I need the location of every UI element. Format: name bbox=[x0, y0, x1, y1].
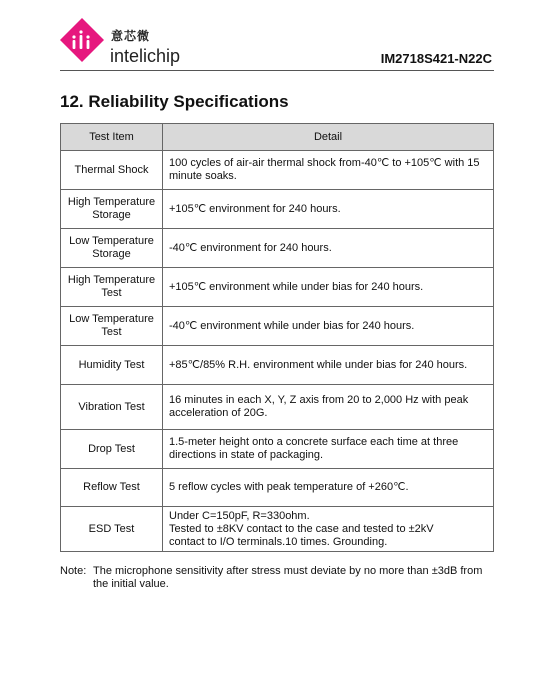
detail-cell: 5 reflow cycles with peak temperature of +260℃. bbox=[163, 469, 494, 507]
detail-line: contact to I/O terminals.10 times. Grounding. bbox=[169, 535, 388, 548]
test-item-cell: Low Temperature Storage bbox=[61, 229, 163, 268]
table-row bbox=[61, 385, 494, 430]
column-header-detail: Detail bbox=[163, 124, 494, 151]
detail-cell: +105℃ environment while under bias for 240 hours. bbox=[163, 268, 494, 307]
detail-cell: -40℃ environment for 240 hours. bbox=[163, 229, 494, 268]
detail-cell bbox=[163, 507, 494, 552]
table-row bbox=[61, 469, 494, 507]
document-id: IM2718S421-N22C bbox=[380, 51, 492, 66]
test-item-cell: High Temperature Storage bbox=[61, 190, 163, 229]
note-label: Note: bbox=[60, 565, 87, 577]
table-row bbox=[61, 151, 494, 190]
table-row bbox=[61, 229, 494, 268]
detail-line: Under C=150pF, R=330ohm. bbox=[169, 509, 310, 522]
header-divider bbox=[60, 70, 494, 71]
test-item-cell: ESD Test bbox=[61, 507, 163, 552]
detail-cell: 100 cycles of air-air thermal shock from-40℃ to +105℃ with 15 minute soaks. bbox=[163, 151, 494, 190]
detail-cell: +105℃ environment for 240 hours. bbox=[163, 190, 494, 229]
test-item-cell: Reflow Test bbox=[61, 469, 163, 507]
table-row bbox=[61, 507, 494, 552]
column-header-test-item: Test Item bbox=[61, 124, 163, 151]
table-row bbox=[61, 430, 494, 469]
test-item-cell: Drop Test bbox=[61, 430, 163, 469]
brand-name: intelichip bbox=[110, 46, 181, 66]
section-title: 12. Reliability Specifications bbox=[60, 92, 289, 111]
table-header-row bbox=[61, 124, 494, 151]
test-item-cell: High Temperature Test bbox=[61, 268, 163, 307]
detail-cell: 1.5-meter height onto a concrete surface each time at three directions in state of packaging. bbox=[163, 430, 494, 469]
table-row bbox=[61, 346, 494, 385]
table-row bbox=[61, 307, 494, 346]
test-item-cell: Thermal Shock bbox=[61, 151, 163, 190]
detail-cell: 16 minutes in each X, Y, Z axis from 20 to 2,000 Hz with peak acceleration of 20G. bbox=[163, 385, 494, 430]
detail-cell: -40℃ environment while under bias for 240 hours. bbox=[163, 307, 494, 346]
table-row bbox=[61, 190, 494, 229]
test-item-cell: Humidity Test bbox=[61, 346, 163, 385]
detail-cell: +85℃/85% R.H. environment while under bias for 240 hours. bbox=[163, 346, 494, 385]
reliability-table bbox=[60, 123, 494, 552]
test-item-cell: Low Temperature Test bbox=[61, 307, 163, 346]
note-text: The microphone sensitivity after stress must deviate by no more than ±3dB from the initial value. bbox=[93, 565, 483, 590]
test-item-cell: Vibration Test bbox=[61, 385, 163, 430]
detail-line: Tested to ±8KV contact to the case and tested to ±2kV bbox=[169, 522, 434, 535]
table-row bbox=[61, 268, 494, 307]
brand-name-cn: 意芯微 bbox=[111, 29, 151, 43]
intelichip-logo-icon bbox=[59, 17, 105, 63]
